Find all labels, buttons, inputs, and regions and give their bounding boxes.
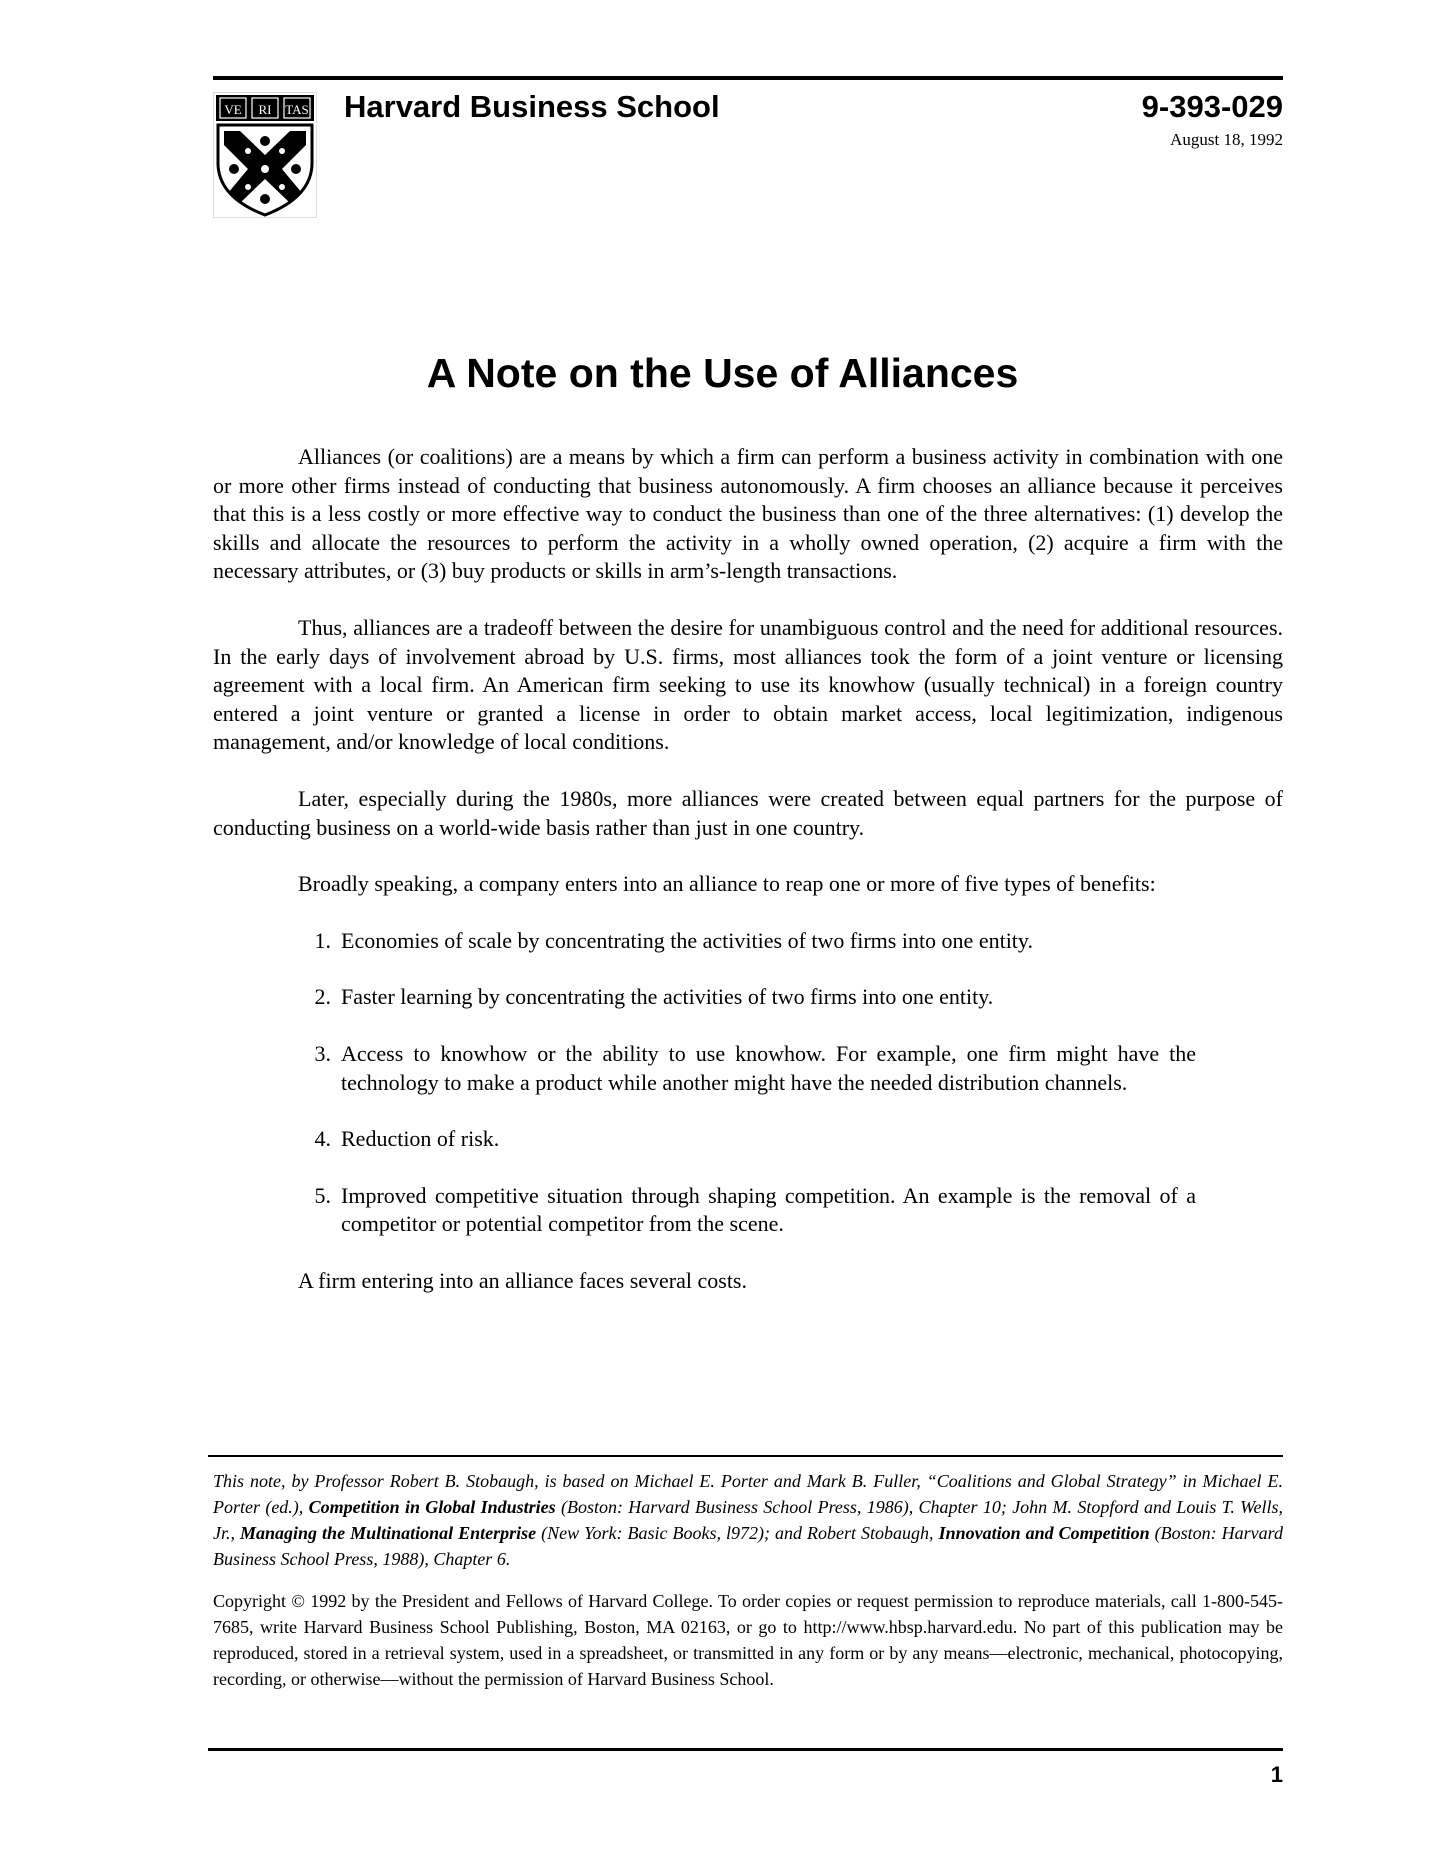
header-rule <box>213 76 1283 80</box>
footer-rule <box>208 1748 1283 1751</box>
footnote-text-3: (New York: Basic Books, l972); and Robert Stobaugh, <box>536 1523 939 1543</box>
list-item <box>213 1182 1196 1239</box>
footnote <box>213 1468 1283 1572</box>
list-item-number: 1. <box>314 927 331 953</box>
body-text <box>213 443 1283 1323</box>
paragraph-2: Thus, alliances are a tradeoff between the desire for unambiguous control and the need for additional resources. In the early days of involvement abroad by U.S. firms, most alliances took the form of a joint venture or licensing agreement with a local firm. An American firm seeking to use its knowhow (usually technical) in a foreign country entered a joint venture or granted a license in order to obtain market access, local legitimization, indigenous management, and/or knowledge of local conditions. <box>213 614 1283 755</box>
logo-text-ve: VE <box>224 102 242 117</box>
list-item-text: Reduction of risk. <box>341 1126 500 1152</box>
footnote-book-title-1: Competition in Global Industries <box>308 1497 556 1517</box>
school-name: Harvard Business School <box>344 89 720 124</box>
list-item-number: 2. <box>314 984 331 1010</box>
paragraph-4: Broadly speaking, a company enters into an alliance to reap one or more of five types of benefits: <box>298 871 1156 897</box>
list-item-text: Access to knowhow or the ability to use knowhow. For example, one firm might have the technology to make a product while another might have the needed distribution channels. <box>341 1040 1196 1095</box>
footnote-book-title-3: Innovation and Competition <box>938 1523 1150 1543</box>
logo-text-ri: RI <box>258 102 272 117</box>
list-item-number: 5. <box>314 1182 331 1208</box>
document-title: A Note on the Use of Alliances <box>426 350 1019 396</box>
document-number: 9-393-029 <box>1141 89 1283 124</box>
list-item-text: Improved competitive situation through shaping competition. An example is the removal of a competitor or potential competitor from the scene. <box>341 1182 1196 1237</box>
copyright-notice: Copyright © 1992 by the President and Fellows of Harvard College. To order copies or request permission to reproduce materials, call 1-800-545-7685, write Harvard Business School Publishing, Boston, MA 02163, or go to http://www.hbsp.harvard.edu. No part of this publication may be reproduced, stored in a retrieval system, used in a spreadsheet, or transmitted in any form or by any means—electronic, mechanical, photocopying, recording, or otherwise—without the permission of Harvard Business School. <box>213 1591 1283 1689</box>
footnote-book-title-2: Managing the Multinational Enterprise <box>240 1523 537 1543</box>
logo-text-tas: TAS <box>285 102 309 117</box>
paragraph-1: Alliances (or coalitions) are a means by which a firm can perform a business activity in combination with one or more other firms instead of conducting that business autonomously. A firm chooses an alliance because it perceives that this is a less costly or more effective way to conduct the business than one of the three alternatives: (1) develop the skills and allocate the resources to perform the activity in a wholly owned operation, (2) acquire a firm with the necessary attributes, or (3) buy products or skills in arm’s-length transactions. <box>213 444 1283 584</box>
harvard-shield-logo <box>213 92 317 218</box>
list-item-number: 4. <box>314 1126 331 1152</box>
list-item-text: Economies of scale by concentrating the activities of two firms into one entity. <box>341 927 1033 953</box>
footnote-rule <box>208 1455 1283 1457</box>
list-item-number: 3. <box>314 1040 331 1066</box>
list-item <box>213 983 1196 1012</box>
list-item <box>213 927 1196 956</box>
benefits-list <box>213 927 1283 1239</box>
document-date: August 18, 1992 <box>1170 130 1283 149</box>
list-item <box>213 1125 1196 1154</box>
page-number: 1 <box>1270 1762 1283 1787</box>
list-item-text: Faster learning by concentrating the activities of two firms into one entity. <box>341 984 994 1010</box>
footnote-text-2: (Boston: Harvard Business School Press, 1986), Chapter 10; John M. Stopford and Louis T. Wells, Jr., <box>213 1497 1283 1543</box>
footnote-text-1: This note, by Professor Robert B. Stobaugh, is based on Michael E. Porter and Mark B. Fuller, “Coalitions and Global Strategy” in Michael E. Porter (ed.), <box>213 1471 1283 1517</box>
closing-sentence: A firm entering into an alliance faces several costs. <box>298 1267 747 1293</box>
paragraph-3: Later, especially during the 1980s, more alliances were created between equal partners for the purpose of conducting business on a world-wide basis rather than just in one country. <box>213 785 1283 840</box>
footnote-text-4: (Boston: Harvard Business School Press, 1988), Chapter 6. <box>213 1523 1283 1569</box>
list-item <box>213 1040 1196 1097</box>
